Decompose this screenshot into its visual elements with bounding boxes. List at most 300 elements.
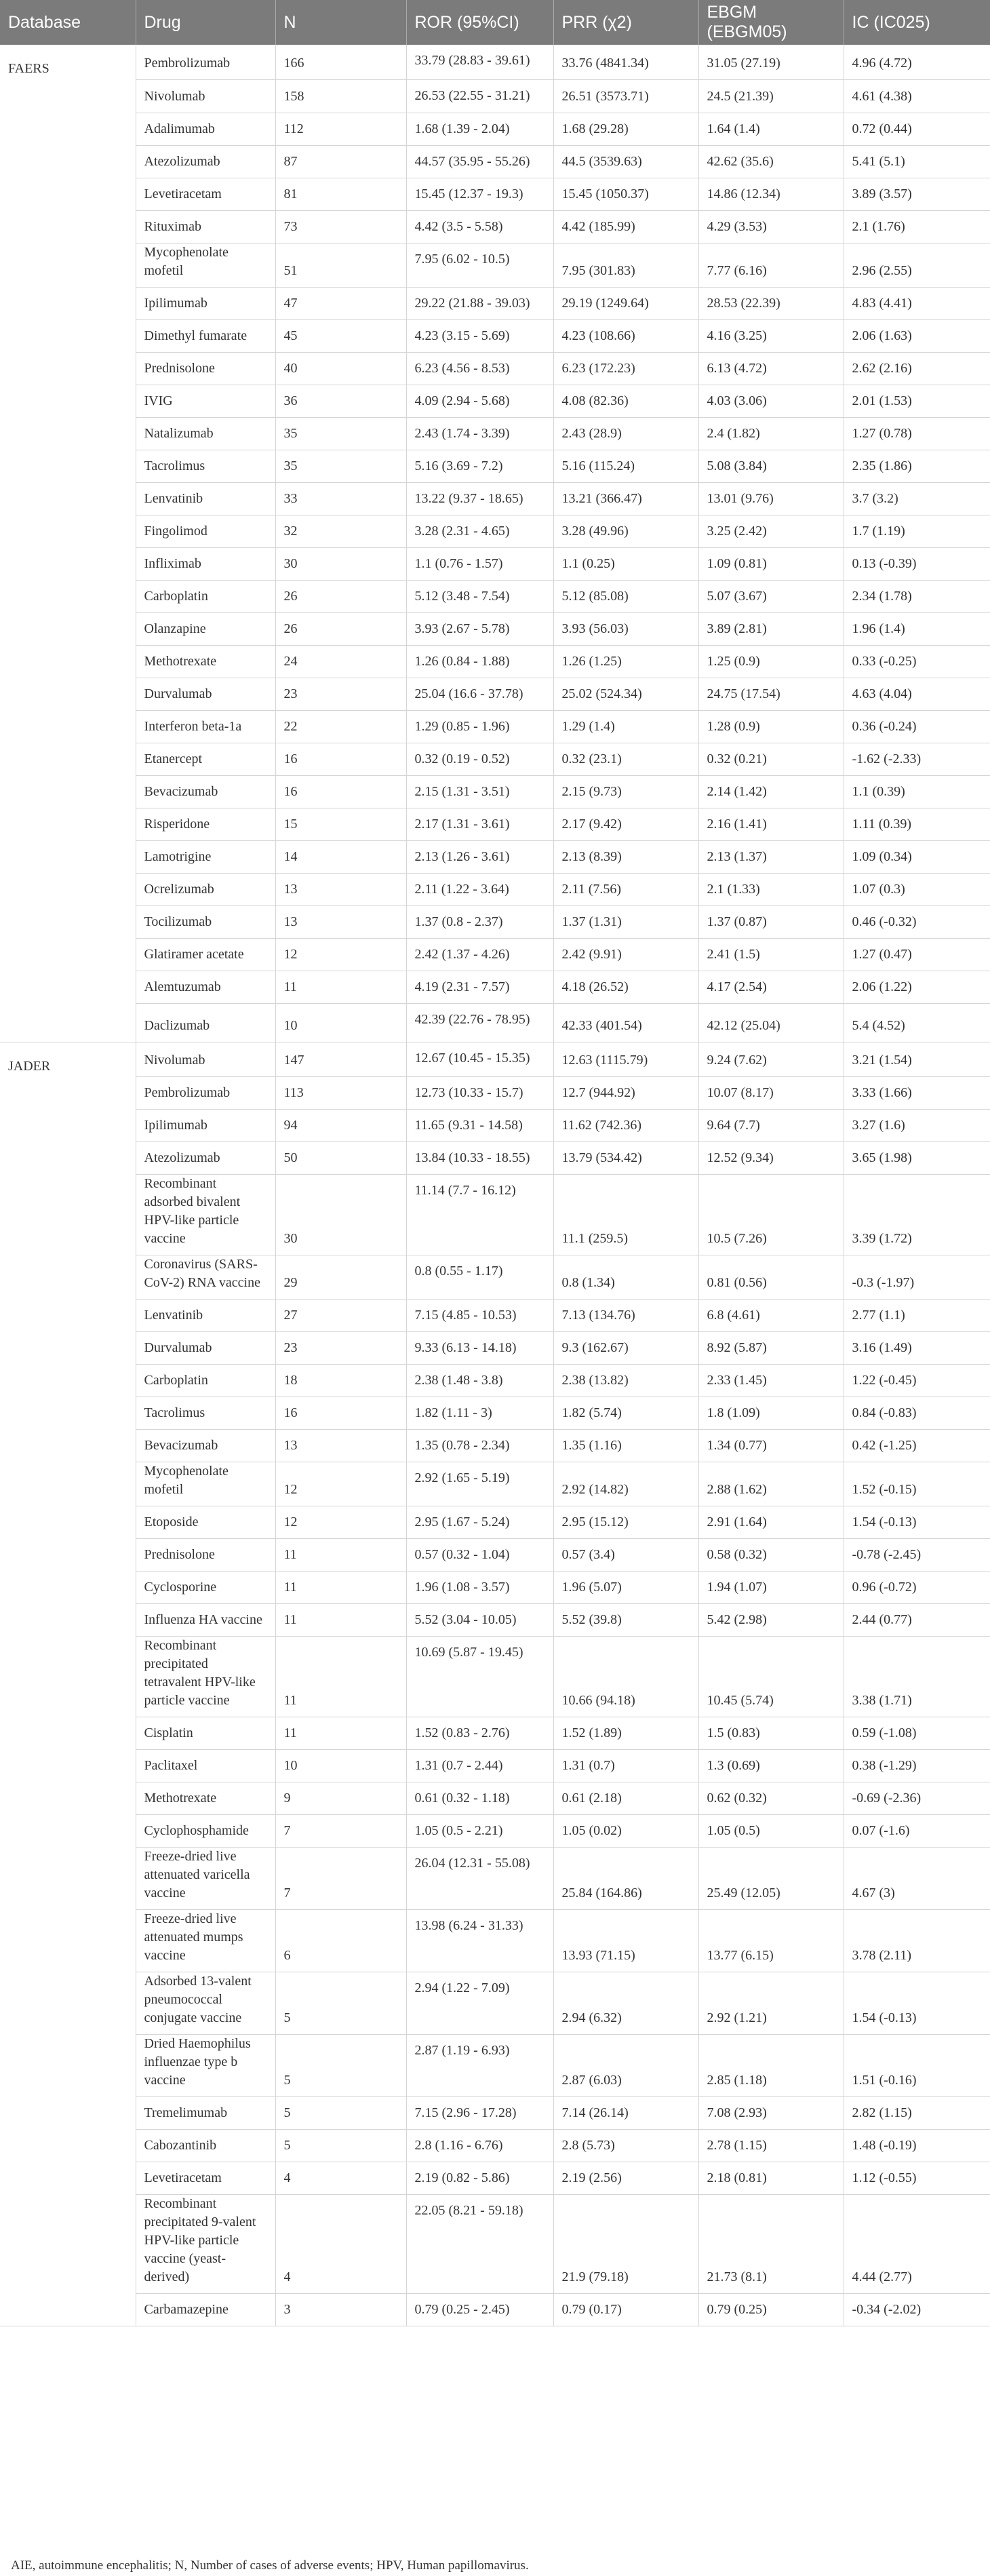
ebgm-cell: 1.25 (0.9)	[698, 645, 844, 678]
table-row	[0, 1174, 990, 1255]
ror-cell: 7.15 (2.96 - 17.28)	[406, 2096, 553, 2129]
ic-cell: 2.06 (1.22)	[844, 971, 990, 1003]
table-row	[0, 547, 990, 580]
n-cell: 33	[275, 482, 406, 515]
prr-cell: 4.23 (108.66)	[553, 319, 698, 352]
n-cell: 16	[275, 743, 406, 775]
table-row	[0, 45, 990, 79]
ror-cell: 0.32 (0.19 - 0.52)	[406, 743, 553, 775]
ic-cell: 3.78 (2.11)	[844, 1909, 990, 1972]
n-cell: 18	[275, 1364, 406, 1397]
ebgm-cell: 10.45 (5.74)	[698, 1636, 844, 1717]
ic-cell: 1.54 (-0.13)	[844, 1972, 990, 2034]
n-cell: 113	[275, 1076, 406, 1109]
ebgm-cell: 1.3 (0.69)	[698, 1749, 844, 1782]
drug-cell: Mycophenolate mofetil	[136, 243, 275, 287]
ebgm-cell: 0.81 (0.56)	[698, 1255, 844, 1299]
drug-cell: Lenvatinib	[136, 1299, 275, 1331]
ic-cell: 2.96 (2.55)	[844, 243, 990, 287]
prr-cell: 0.32 (23.1)	[553, 743, 698, 775]
n-cell: 10	[275, 1749, 406, 1782]
ic-cell: -0.69 (-2.36)	[844, 1782, 990, 1814]
ic-cell: -0.78 (-2.45)	[844, 1538, 990, 1571]
ror-cell: 2.11 (1.22 - 3.64)	[406, 873, 553, 905]
ror-cell: 4.42 (3.5 - 5.58)	[406, 210, 553, 243]
drug-cell: Olanzapine	[136, 612, 275, 645]
ebgm-cell: 4.29 (3.53)	[698, 210, 844, 243]
table-row	[0, 1255, 990, 1299]
ror-cell: 2.15 (1.31 - 3.51)	[406, 775, 553, 808]
table-row	[0, 580, 990, 612]
table-row	[0, 1003, 990, 1042]
ic-cell: 4.61 (4.38)	[844, 79, 990, 113]
ror-cell: 1.37 (0.8 - 2.37)	[406, 905, 553, 938]
n-cell: 32	[275, 515, 406, 547]
ror-cell: 3.28 (2.31 - 4.65)	[406, 515, 553, 547]
prr-cell: 1.35 (1.16)	[553, 1429, 698, 1462]
table-row	[0, 1331, 990, 1364]
drug-cell: Alemtuzumab	[136, 971, 275, 1003]
ror-cell: 2.92 (1.65 - 5.19)	[406, 1462, 553, 1506]
table-row	[0, 1141, 990, 1174]
ebgm-cell: 25.49 (12.05)	[698, 1847, 844, 1909]
ebgm-cell: 4.17 (2.54)	[698, 971, 844, 1003]
ror-cell: 2.17 (1.31 - 3.61)	[406, 808, 553, 840]
ror-cell: 2.43 (1.74 - 3.39)	[406, 417, 553, 450]
ic-cell: 4.63 (4.04)	[844, 678, 990, 710]
ror-cell: 11.65 (9.31 - 14.58)	[406, 1109, 553, 1141]
ebgm-cell: 2.4 (1.82)	[698, 417, 844, 450]
drug-cell: Ocrelizumab	[136, 873, 275, 905]
n-cell: 50	[275, 1141, 406, 1174]
ebgm-cell: 9.64 (7.7)	[698, 1109, 844, 1141]
table-row	[0, 710, 990, 743]
prr-cell: 4.18 (26.52)	[553, 971, 698, 1003]
ic-cell: 3.89 (3.57)	[844, 178, 990, 210]
drug-cell: Cisplatin	[136, 1717, 275, 1749]
drug-cell: Carboplatin	[136, 1364, 275, 1397]
n-cell: 23	[275, 678, 406, 710]
ebgm-cell: 42.62 (35.6)	[698, 145, 844, 178]
prr-cell: 7.95 (301.83)	[553, 243, 698, 287]
drug-cell: Daclizumab	[136, 1003, 275, 1042]
ror-cell: 25.04 (16.6 - 37.78)	[406, 678, 553, 710]
prr-cell: 3.28 (49.96)	[553, 515, 698, 547]
n-cell: 5	[275, 2096, 406, 2129]
prr-cell: 4.42 (185.99)	[553, 210, 698, 243]
drug-cell: Etanercept	[136, 743, 275, 775]
ror-cell: 7.15 (4.85 - 10.53)	[406, 1299, 553, 1331]
table-row	[0, 1814, 990, 1847]
n-cell: 26	[275, 580, 406, 612]
drug-cell: Levetiracetam	[136, 2162, 275, 2194]
ebgm-cell: 2.41 (1.5)	[698, 938, 844, 971]
prr-cell: 4.08 (82.36)	[553, 385, 698, 417]
ror-cell: 5.52 (3.04 - 10.05)	[406, 1603, 553, 1636]
ebgm-cell: 10.07 (8.17)	[698, 1076, 844, 1109]
drug-cell: Lenvatinib	[136, 482, 275, 515]
prr-cell: 1.82 (5.74)	[553, 1397, 698, 1429]
ic-cell: 5.41 (5.1)	[844, 145, 990, 178]
drug-cell: Cyclosporine	[136, 1571, 275, 1603]
drug-cell: Tacrolimus	[136, 1397, 275, 1429]
prr-cell: 2.42 (9.91)	[553, 938, 698, 971]
ror-cell: 1.96 (1.08 - 3.57)	[406, 1571, 553, 1603]
ebgm-cell: 7.08 (2.93)	[698, 2096, 844, 2129]
ebgm-cell: 2.1 (1.33)	[698, 873, 844, 905]
table-row	[0, 1364, 990, 1397]
drug-cell: Risperidone	[136, 808, 275, 840]
table-row	[0, 482, 990, 515]
ic-cell: 2.35 (1.86)	[844, 450, 990, 482]
ror-cell: 4.23 (3.15 - 5.69)	[406, 319, 553, 352]
ror-cell: 13.22 (9.37 - 18.65)	[406, 482, 553, 515]
ebgm-cell: 2.14 (1.42)	[698, 775, 844, 808]
n-cell: 81	[275, 178, 406, 210]
ror-cell: 4.09 (2.94 - 5.68)	[406, 385, 553, 417]
prr-cell: 21.9 (79.18)	[553, 2194, 698, 2293]
ror-cell: 2.19 (0.82 - 5.86)	[406, 2162, 553, 2194]
table-row	[0, 678, 990, 710]
ror-cell: 2.94 (1.22 - 7.09)	[406, 1972, 553, 2034]
n-cell: 73	[275, 210, 406, 243]
prr-cell: 2.8 (5.73)	[553, 2129, 698, 2162]
table-row	[0, 873, 990, 905]
drug-cell: IVIG	[136, 385, 275, 417]
drug-cell: Coronavirus (SARS-CoV-2) RNA vaccine	[136, 1255, 275, 1299]
table-row	[0, 515, 990, 547]
drug-cell: Nivolumab	[136, 1042, 275, 1076]
ebgm-cell: 1.64 (1.4)	[698, 113, 844, 145]
ic-cell: 0.36 (-0.24)	[844, 710, 990, 743]
prr-cell: 1.37 (1.31)	[553, 905, 698, 938]
ebgm-cell: 2.13 (1.37)	[698, 840, 844, 873]
ic-cell: 3.16 (1.49)	[844, 1331, 990, 1364]
table-row	[0, 645, 990, 678]
ror-cell: 4.19 (2.31 - 7.57)	[406, 971, 553, 1003]
prr-cell: 2.94 (6.32)	[553, 1972, 698, 2034]
table-row	[0, 971, 990, 1003]
ic-cell: 0.72 (0.44)	[844, 113, 990, 145]
prr-cell: 1.29 (1.4)	[553, 710, 698, 743]
prr-cell: 2.15 (9.73)	[553, 775, 698, 808]
prr-cell: 1.68 (29.28)	[553, 113, 698, 145]
ic-cell: 2.82 (1.15)	[844, 2096, 990, 2129]
ebgm-cell: 7.77 (6.16)	[698, 243, 844, 287]
drug-cell: Natalizumab	[136, 417, 275, 450]
n-cell: 30	[275, 547, 406, 580]
ic-cell: 3.21 (1.54)	[844, 1042, 990, 1076]
ebgm-cell: 12.52 (9.34)	[698, 1141, 844, 1174]
ebgm-cell: 24.5 (21.39)	[698, 79, 844, 113]
drug-cell: Methotrexate	[136, 1782, 275, 1814]
table-row	[0, 2096, 990, 2129]
ror-cell: 22.05 (8.21 - 59.18)	[406, 2194, 553, 2293]
drug-cell: Dimethyl fumarate	[136, 319, 275, 352]
n-cell: 14	[275, 840, 406, 873]
ror-cell: 0.57 (0.32 - 1.04)	[406, 1538, 553, 1571]
header-n: N	[275, 0, 406, 45]
n-cell: 23	[275, 1331, 406, 1364]
n-cell: 7	[275, 1814, 406, 1847]
ebgm-cell: 0.58 (0.32)	[698, 1538, 844, 1571]
ror-cell: 15.45 (12.37 - 19.3)	[406, 178, 553, 210]
ror-cell: 13.84 (10.33 - 18.55)	[406, 1141, 553, 1174]
drug-cell: Prednisolone	[136, 352, 275, 385]
table-row	[0, 2034, 990, 2096]
ic-cell: -0.34 (-2.02)	[844, 2293, 990, 2326]
prr-cell: 13.79 (534.42)	[553, 1141, 698, 1174]
drug-cell: Adalimumab	[136, 113, 275, 145]
prr-cell: 2.43 (28.9)	[553, 417, 698, 450]
ic-cell: 4.44 (2.77)	[844, 2194, 990, 2293]
ebgm-cell: 14.86 (12.34)	[698, 178, 844, 210]
table-row	[0, 1782, 990, 1814]
ror-cell: 1.68 (1.39 - 2.04)	[406, 113, 553, 145]
n-cell: 26	[275, 612, 406, 645]
prr-cell: 5.52 (39.8)	[553, 1603, 698, 1636]
drug-cell: Mycophenolate mofetil	[136, 1462, 275, 1506]
ic-cell: 3.39 (1.72)	[844, 1174, 990, 1255]
prr-cell: 15.45 (1050.37)	[553, 178, 698, 210]
prr-cell: 3.93 (56.03)	[553, 612, 698, 645]
drug-cell: Carbamazepine	[136, 2293, 275, 2326]
header-row	[0, 0, 990, 45]
prr-cell: 13.21 (366.47)	[553, 482, 698, 515]
header-ebgm: EBGM (EBGM05)	[698, 0, 844, 45]
ebgm-cell: 2.91 (1.64)	[698, 1506, 844, 1538]
ebgm-cell: 24.75 (17.54)	[698, 678, 844, 710]
ebgm-cell: 3.25 (2.42)	[698, 515, 844, 547]
table-row	[0, 1636, 990, 1717]
table-row	[0, 79, 990, 113]
table-row	[0, 1076, 990, 1109]
drug-cell: Bevacizumab	[136, 775, 275, 808]
ror-cell: 1.82 (1.11 - 3)	[406, 1397, 553, 1429]
n-cell: 35	[275, 450, 406, 482]
ror-cell: 1.26 (0.84 - 1.88)	[406, 645, 553, 678]
n-cell: 4	[275, 2194, 406, 2293]
ror-cell: 0.8 (0.55 - 1.17)	[406, 1255, 553, 1299]
ebgm-cell: 6.8 (4.61)	[698, 1299, 844, 1331]
ror-cell: 29.22 (21.88 - 39.03)	[406, 287, 553, 319]
n-cell: 11	[275, 1571, 406, 1603]
ror-cell: 13.98 (6.24 - 31.33)	[406, 1909, 553, 1972]
ic-cell: 2.77 (1.1)	[844, 1299, 990, 1331]
prr-cell: 26.51 (3573.71)	[553, 79, 698, 113]
ror-cell: 0.61 (0.32 - 1.18)	[406, 1782, 553, 1814]
ic-cell: 1.12 (-0.55)	[844, 2162, 990, 2194]
ic-cell: 1.27 (0.78)	[844, 417, 990, 450]
table-footnote: AIE, autoimmune encephalitis; N, Number of cases of adverse events; HPV, Human papillomavirus.	[11, 2558, 529, 2573]
ebgm-cell: 28.53 (22.39)	[698, 287, 844, 319]
ror-cell: 6.23 (4.56 - 8.53)	[406, 352, 553, 385]
drug-cell: Rituximab	[136, 210, 275, 243]
ebgm-cell: 2.92 (1.21)	[698, 1972, 844, 2034]
n-cell: 12	[275, 938, 406, 971]
prr-cell: 25.84 (164.86)	[553, 1847, 698, 1909]
table-header	[0, 0, 990, 45]
prr-cell: 5.16 (115.24)	[553, 450, 698, 482]
drug-cell: Methotrexate	[136, 645, 275, 678]
drug-cell: Pembrolizumab	[136, 1076, 275, 1109]
n-cell: 45	[275, 319, 406, 352]
n-cell: 12	[275, 1506, 406, 1538]
prr-cell: 13.93 (71.15)	[553, 1909, 698, 1972]
prr-cell: 10.66 (94.18)	[553, 1636, 698, 1717]
prr-cell: 1.26 (1.25)	[553, 645, 698, 678]
drug-cell: Glatiramer acetate	[136, 938, 275, 971]
ic-cell: 2.1 (1.76)	[844, 210, 990, 243]
n-cell: 13	[275, 873, 406, 905]
table-row	[0, 1571, 990, 1603]
ror-cell: 1.29 (0.85 - 1.96)	[406, 710, 553, 743]
drug-cell: Ipilimumab	[136, 287, 275, 319]
table-row	[0, 1042, 990, 1076]
ror-cell: 12.73 (10.33 - 15.7)	[406, 1076, 553, 1109]
table-row	[0, 2129, 990, 2162]
ebgm-cell: 4.16 (3.25)	[698, 319, 844, 352]
ror-cell: 44.57 (35.95 - 55.26)	[406, 145, 553, 178]
n-cell: 29	[275, 1255, 406, 1299]
prr-cell: 29.19 (1249.64)	[553, 287, 698, 319]
ebgm-cell: 5.08 (3.84)	[698, 450, 844, 482]
ebgm-cell: 2.33 (1.45)	[698, 1364, 844, 1397]
prr-cell: 7.13 (134.76)	[553, 1299, 698, 1331]
prr-cell: 6.23 (172.23)	[553, 352, 698, 385]
prr-cell: 1.1 (0.25)	[553, 547, 698, 580]
prr-cell: 25.02 (524.34)	[553, 678, 698, 710]
n-cell: 10	[275, 1003, 406, 1042]
ic-cell: 2.34 (1.78)	[844, 580, 990, 612]
ic-cell: 3.65 (1.98)	[844, 1141, 990, 1174]
drug-cell: Atezolizumab	[136, 1141, 275, 1174]
ror-cell: 26.53 (22.55 - 31.21)	[406, 79, 553, 113]
ic-cell: 2.01 (1.53)	[844, 385, 990, 417]
ror-cell: 1.31 (0.7 - 2.44)	[406, 1749, 553, 1782]
drug-cell: Interferon beta-1a	[136, 710, 275, 743]
drug-cell: Tocilizumab	[136, 905, 275, 938]
ic-cell: 1.7 (1.19)	[844, 515, 990, 547]
ror-cell: 2.38 (1.48 - 3.8)	[406, 1364, 553, 1397]
prr-cell: 1.52 (1.89)	[553, 1717, 698, 1749]
table-row	[0, 417, 990, 450]
n-cell: 51	[275, 243, 406, 287]
drug-cell: Paclitaxel	[136, 1749, 275, 1782]
table-row	[0, 1847, 990, 1909]
drug-cell: Recombinant precipitated tetravalent HPV-like particle vaccine	[136, 1636, 275, 1717]
prr-cell: 11.62 (742.36)	[553, 1109, 698, 1141]
ror-cell: 2.8 (1.16 - 6.76)	[406, 2129, 553, 2162]
drug-cell: Nivolumab	[136, 79, 275, 113]
n-cell: 5	[275, 2034, 406, 2096]
prr-cell: 0.61 (2.18)	[553, 1782, 698, 1814]
ic-cell: 0.84 (-0.83)	[844, 1397, 990, 1429]
ror-cell: 10.69 (5.87 - 19.45)	[406, 1636, 553, 1717]
prr-cell: 0.57 (3.4)	[553, 1538, 698, 1571]
drug-cell: Durvalumab	[136, 1331, 275, 1364]
n-cell: 16	[275, 775, 406, 808]
ebgm-cell: 5.07 (3.67)	[698, 580, 844, 612]
ebgm-cell: 31.05 (27.19)	[698, 45, 844, 79]
drug-cell: Freeze-dried live attenuated mumps vaccine	[136, 1909, 275, 1972]
ror-cell: 33.79 (28.83 - 39.61)	[406, 45, 553, 79]
table-row	[0, 2194, 990, 2293]
ror-cell: 7.95 (6.02 - 10.5)	[406, 243, 553, 287]
ebgm-cell: 5.42 (2.98)	[698, 1603, 844, 1636]
ic-cell: 5.4 (4.52)	[844, 1003, 990, 1042]
n-cell: 15	[275, 808, 406, 840]
ror-cell: 1.52 (0.83 - 2.76)	[406, 1717, 553, 1749]
ror-cell: 1.05 (0.5 - 2.21)	[406, 1814, 553, 1847]
n-cell: 94	[275, 1109, 406, 1141]
drug-cell: Freeze-dried live attenuated varicella vaccine	[136, 1847, 275, 1909]
table-row	[0, 1909, 990, 1972]
ror-cell: 12.67 (10.45 - 15.35)	[406, 1042, 553, 1076]
table-row	[0, 612, 990, 645]
ror-cell: 0.79 (0.25 - 2.45)	[406, 2293, 553, 2326]
prr-cell: 5.12 (85.08)	[553, 580, 698, 612]
n-cell: 12	[275, 1462, 406, 1506]
ebgm-cell: 9.24 (7.62)	[698, 1042, 844, 1076]
drug-cell: Recombinant adsorbed bivalent HPV-like particle vaccine	[136, 1174, 275, 1255]
n-cell: 24	[275, 645, 406, 678]
ic-cell: 2.44 (0.77)	[844, 1603, 990, 1636]
prr-cell: 1.31 (0.7)	[553, 1749, 698, 1782]
ebgm-cell: 1.34 (0.77)	[698, 1429, 844, 1462]
prr-cell: 11.1 (259.5)	[553, 1174, 698, 1255]
prr-cell: 7.14 (26.14)	[553, 2096, 698, 2129]
drug-cell: Carboplatin	[136, 580, 275, 612]
n-cell: 112	[275, 113, 406, 145]
ic-cell: 4.67 (3)	[844, 1847, 990, 1909]
table-row	[0, 352, 990, 385]
n-cell: 11	[275, 1538, 406, 1571]
ic-cell: 3.27 (1.6)	[844, 1109, 990, 1141]
ic-cell: 0.42 (-1.25)	[844, 1429, 990, 1462]
drug-cell: Adsorbed 13-valent pneumococcal conjugate vaccine	[136, 1972, 275, 2034]
drug-cell: Durvalumab	[136, 678, 275, 710]
table-row	[0, 1538, 990, 1571]
ebgm-cell: 0.62 (0.32)	[698, 1782, 844, 1814]
n-cell: 40	[275, 352, 406, 385]
ror-cell: 11.14 (7.7 - 16.12)	[406, 1174, 553, 1255]
drug-cell: Pembrolizumab	[136, 45, 275, 79]
prr-cell: 2.11 (7.56)	[553, 873, 698, 905]
n-cell: 6	[275, 1909, 406, 1972]
ror-cell: 42.39 (22.76 - 78.95)	[406, 1003, 553, 1042]
n-cell: 158	[275, 79, 406, 113]
n-cell: 27	[275, 1299, 406, 1331]
table-row	[0, 1717, 990, 1749]
prr-cell: 2.13 (8.39)	[553, 840, 698, 873]
n-cell: 47	[275, 287, 406, 319]
drug-cell: Lamotrigine	[136, 840, 275, 873]
ic-cell: 2.06 (1.63)	[844, 319, 990, 352]
ic-cell: 0.38 (-1.29)	[844, 1749, 990, 1782]
n-cell: 147	[275, 1042, 406, 1076]
ebgm-cell: 2.18 (0.81)	[698, 2162, 844, 2194]
ror-cell: 2.87 (1.19 - 6.93)	[406, 2034, 553, 2096]
ic-cell: 3.7 (3.2)	[844, 482, 990, 515]
ic-cell: 1.96 (1.4)	[844, 612, 990, 645]
n-cell: 166	[275, 45, 406, 79]
n-cell: 16	[275, 1397, 406, 1429]
prr-cell: 42.33 (401.54)	[553, 1003, 698, 1042]
table-row	[0, 938, 990, 971]
ic-cell: 0.07 (-1.6)	[844, 1814, 990, 1847]
table-body	[0, 45, 990, 2326]
